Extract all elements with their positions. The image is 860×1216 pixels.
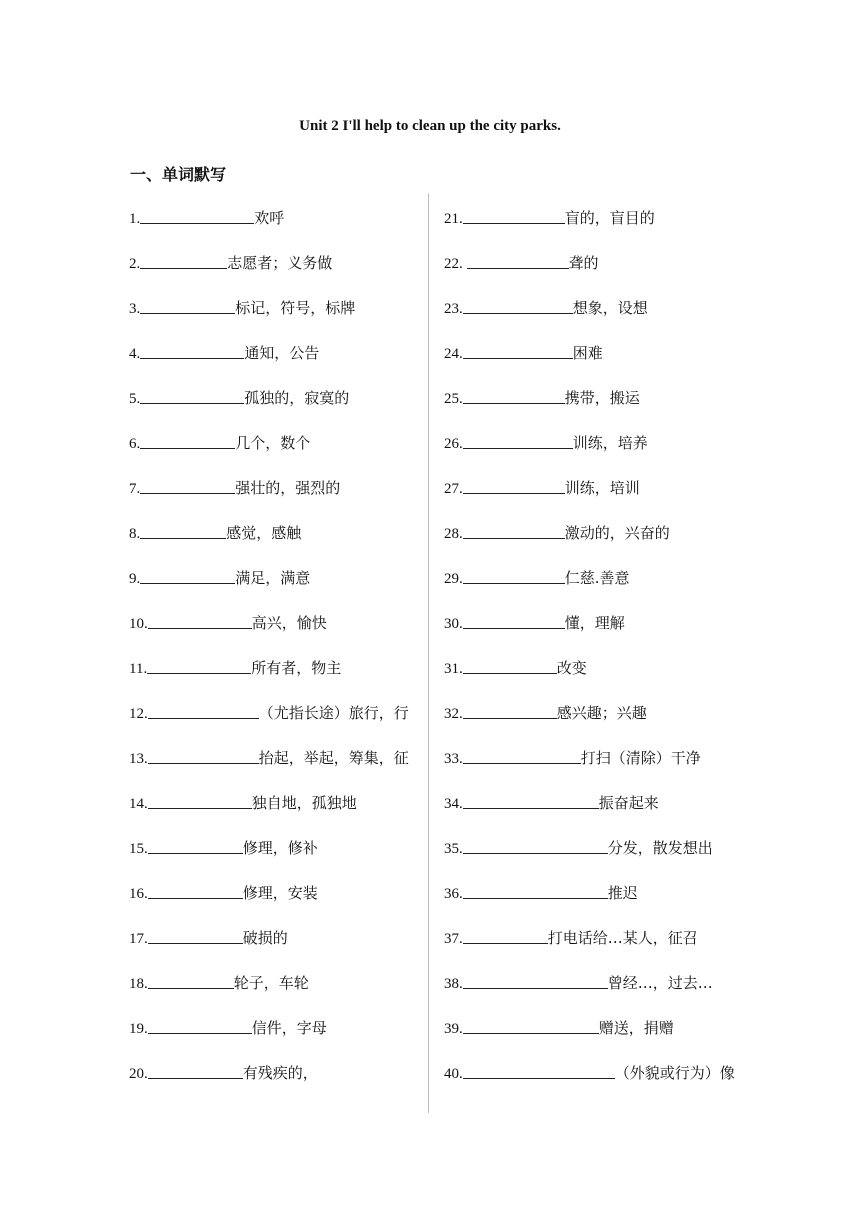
list-item bbox=[444, 511, 774, 556]
item-number: 24. bbox=[444, 346, 463, 362]
item-number: 7. bbox=[129, 481, 141, 497]
section-heading: 一、单词默写 bbox=[130, 165, 227, 184]
item-meaning: 推迟 bbox=[607, 884, 638, 902]
answer-blank[interactable] bbox=[148, 1019, 252, 1034]
answer-blank[interactable] bbox=[140, 434, 235, 449]
item-number: 39. bbox=[444, 1021, 463, 1037]
item-number: 16. bbox=[129, 886, 148, 902]
list-item bbox=[129, 556, 434, 601]
answer-blank[interactable] bbox=[463, 884, 608, 899]
item-meaning: 通知，公告 bbox=[244, 344, 320, 362]
list-item bbox=[444, 646, 774, 691]
list-item bbox=[129, 601, 434, 646]
list-item bbox=[129, 511, 434, 556]
item-meaning: 志愿者；义务做 bbox=[227, 254, 333, 272]
item-number: 14. bbox=[129, 796, 148, 812]
list-item bbox=[129, 736, 434, 781]
list-item bbox=[444, 871, 774, 916]
answer-blank[interactable] bbox=[463, 794, 599, 809]
answer-blank[interactable] bbox=[148, 794, 252, 809]
answer-blank[interactable] bbox=[140, 479, 235, 494]
item-meaning: 盲的，盲目的 bbox=[564, 209, 655, 227]
answer-blank[interactable] bbox=[463, 749, 581, 764]
item-number: 35. bbox=[444, 841, 463, 857]
answer-blank[interactable] bbox=[463, 929, 548, 944]
item-number: 34. bbox=[444, 796, 463, 812]
item-meaning: 抬起，举起，筹集，征 bbox=[258, 749, 409, 767]
item-meaning: 携带，搬运 bbox=[564, 389, 640, 407]
item-meaning: 振奋起来 bbox=[598, 794, 659, 812]
answer-blank[interactable] bbox=[463, 1064, 615, 1079]
answer-blank[interactable] bbox=[463, 839, 608, 854]
list-item bbox=[444, 916, 774, 961]
item-number: 10. bbox=[129, 616, 148, 632]
answer-blank[interactable] bbox=[148, 884, 243, 899]
item-number: 12. bbox=[129, 706, 148, 722]
answer-blank[interactable] bbox=[148, 704, 259, 719]
item-meaning: 仁慈.善意 bbox=[564, 569, 630, 587]
item-number: 5. bbox=[129, 391, 141, 407]
answer-blank[interactable] bbox=[463, 569, 565, 584]
item-meaning: 破损的 bbox=[242, 929, 288, 947]
item-number: 28. bbox=[444, 526, 463, 542]
list-item bbox=[129, 916, 434, 961]
list-item bbox=[129, 286, 434, 331]
item-number: 26. bbox=[444, 436, 463, 452]
item-number: 20. bbox=[129, 1066, 148, 1082]
answer-blank[interactable] bbox=[148, 614, 252, 629]
item-number: 3. bbox=[129, 301, 141, 317]
answer-blank[interactable] bbox=[140, 524, 226, 539]
answer-blank[interactable] bbox=[467, 254, 569, 269]
item-number: 8. bbox=[129, 526, 141, 542]
item-meaning: 困难 bbox=[572, 344, 603, 362]
item-meaning: 打电话给…某人，征召 bbox=[547, 929, 698, 947]
item-meaning: 所有者，物主 bbox=[251, 659, 342, 677]
page-title: Unit 2 I'll help to clean up the city parks. bbox=[299, 118, 561, 134]
item-number: 9. bbox=[129, 571, 141, 587]
item-number: 18. bbox=[129, 976, 148, 992]
item-meaning: 改变 bbox=[556, 659, 587, 677]
item-number: 37. bbox=[444, 931, 463, 947]
list-item bbox=[129, 466, 434, 511]
answer-blank[interactable] bbox=[463, 659, 557, 674]
list-item bbox=[444, 736, 774, 781]
list-item bbox=[444, 691, 774, 736]
item-meaning: 强壮的，强烈的 bbox=[235, 479, 341, 497]
list-item bbox=[129, 1006, 434, 1051]
item-number: 6. bbox=[129, 436, 141, 452]
item-meaning: （尤指长途）旅行，行 bbox=[258, 704, 409, 722]
list-item bbox=[129, 871, 434, 916]
list-item bbox=[129, 196, 434, 241]
item-meaning: 高兴，愉快 bbox=[251, 614, 327, 632]
item-number: 19. bbox=[129, 1021, 148, 1037]
answer-blank[interactable] bbox=[463, 209, 565, 224]
answer-blank[interactable] bbox=[140, 209, 254, 224]
answer-blank[interactable] bbox=[463, 614, 565, 629]
list-item bbox=[444, 961, 774, 1006]
right-column bbox=[444, 196, 774, 1096]
list-item bbox=[129, 826, 434, 871]
list-item bbox=[444, 1051, 774, 1096]
answer-blank[interactable] bbox=[140, 389, 244, 404]
item-number: 40. bbox=[444, 1066, 463, 1082]
answer-blank[interactable] bbox=[463, 389, 565, 404]
answer-blank[interactable] bbox=[148, 749, 259, 764]
item-number: 22. bbox=[444, 256, 467, 272]
answer-blank[interactable] bbox=[463, 1019, 599, 1034]
item-meaning: 独自地，孤独地 bbox=[251, 794, 357, 812]
item-number: 25. bbox=[444, 391, 463, 407]
item-meaning: 感兴趣；兴趣 bbox=[556, 704, 647, 722]
list-item bbox=[444, 826, 774, 871]
item-number: 32. bbox=[444, 706, 463, 722]
answer-blank[interactable] bbox=[148, 974, 234, 989]
answer-blank[interactable] bbox=[463, 299, 573, 314]
list-item bbox=[444, 331, 774, 376]
answer-blank[interactable] bbox=[140, 569, 235, 584]
list-item bbox=[129, 646, 434, 691]
list-item bbox=[129, 376, 434, 421]
item-number: 23. bbox=[444, 301, 463, 317]
left-column bbox=[129, 196, 434, 1096]
item-number: 1. bbox=[129, 211, 141, 227]
item-number: 29. bbox=[444, 571, 463, 587]
list-item bbox=[444, 286, 774, 331]
answer-blank[interactable] bbox=[147, 659, 251, 674]
item-meaning: 懂，理解 bbox=[564, 614, 625, 632]
item-number: 2. bbox=[129, 256, 141, 272]
item-meaning: 打扫（清除）干净 bbox=[580, 749, 701, 767]
list-item bbox=[444, 196, 774, 241]
item-number: 17. bbox=[129, 931, 148, 947]
item-meaning: 感觉，感触 bbox=[226, 524, 302, 542]
list-item bbox=[129, 1051, 434, 1096]
answer-blank[interactable] bbox=[140, 344, 244, 359]
item-number: 11. bbox=[129, 661, 148, 677]
item-number: 27. bbox=[444, 481, 463, 497]
list-item bbox=[129, 421, 434, 466]
item-meaning: 几个，数个 bbox=[235, 434, 311, 452]
list-item bbox=[129, 781, 434, 826]
answer-blank[interactable] bbox=[148, 839, 243, 854]
list-item bbox=[444, 601, 774, 646]
item-number: 21. bbox=[444, 211, 463, 227]
answer-blank[interactable] bbox=[463, 479, 565, 494]
answer-blank[interactable] bbox=[148, 1064, 243, 1079]
item-meaning: 标记，符号，标牌 bbox=[235, 299, 356, 317]
item-meaning: 信件，字母 bbox=[251, 1019, 327, 1037]
item-number: 15. bbox=[129, 841, 148, 857]
item-meaning: 曾经…，过去… bbox=[607, 974, 713, 992]
item-meaning: 分发，散发想出 bbox=[607, 839, 713, 857]
item-meaning: 孤独的，寂寞的 bbox=[244, 389, 350, 407]
item-number: 30. bbox=[444, 616, 463, 632]
item-meaning: 修理，修补 bbox=[242, 839, 318, 857]
answer-blank[interactable] bbox=[463, 434, 573, 449]
answer-blank[interactable] bbox=[463, 344, 573, 359]
list-item bbox=[444, 466, 774, 511]
item-meaning: 赠送，捐赠 bbox=[598, 1019, 674, 1037]
answer-blank[interactable] bbox=[140, 254, 227, 269]
answer-blank[interactable] bbox=[463, 974, 608, 989]
item-meaning: 训练，培训 bbox=[564, 479, 640, 497]
item-number: 36. bbox=[444, 886, 463, 902]
list-item bbox=[444, 781, 774, 826]
item-number: 33. bbox=[444, 751, 463, 767]
item-number: 4. bbox=[129, 346, 141, 362]
item-meaning: （外貌或行为）像 bbox=[614, 1064, 735, 1082]
item-meaning: 修理，安装 bbox=[242, 884, 318, 902]
list-item bbox=[444, 241, 774, 286]
item-meaning: 训练，培养 bbox=[572, 434, 648, 452]
list-item bbox=[129, 691, 434, 736]
answer-blank[interactable] bbox=[463, 704, 557, 719]
answer-blank[interactable] bbox=[140, 299, 235, 314]
list-item bbox=[444, 376, 774, 421]
item-number: 38. bbox=[444, 976, 463, 992]
item-number: 31. bbox=[444, 661, 463, 677]
list-item bbox=[444, 421, 774, 466]
item-meaning: 有残疾的， bbox=[242, 1064, 318, 1082]
item-meaning: 聋的 bbox=[568, 254, 599, 272]
list-item bbox=[129, 961, 434, 1006]
list-item bbox=[129, 241, 434, 286]
item-meaning: 轮子，车轮 bbox=[233, 974, 309, 992]
item-meaning: 欢呼 bbox=[254, 209, 285, 227]
item-meaning: 想象，设想 bbox=[572, 299, 648, 317]
list-item bbox=[444, 556, 774, 601]
answer-blank[interactable] bbox=[148, 929, 243, 944]
list-item bbox=[129, 331, 434, 376]
answer-blank[interactable] bbox=[463, 524, 565, 539]
list-item bbox=[444, 1006, 774, 1051]
item-meaning: 激动的，兴奋的 bbox=[564, 524, 670, 542]
item-number: 13. bbox=[129, 751, 148, 767]
item-meaning: 满足，满意 bbox=[235, 569, 311, 587]
